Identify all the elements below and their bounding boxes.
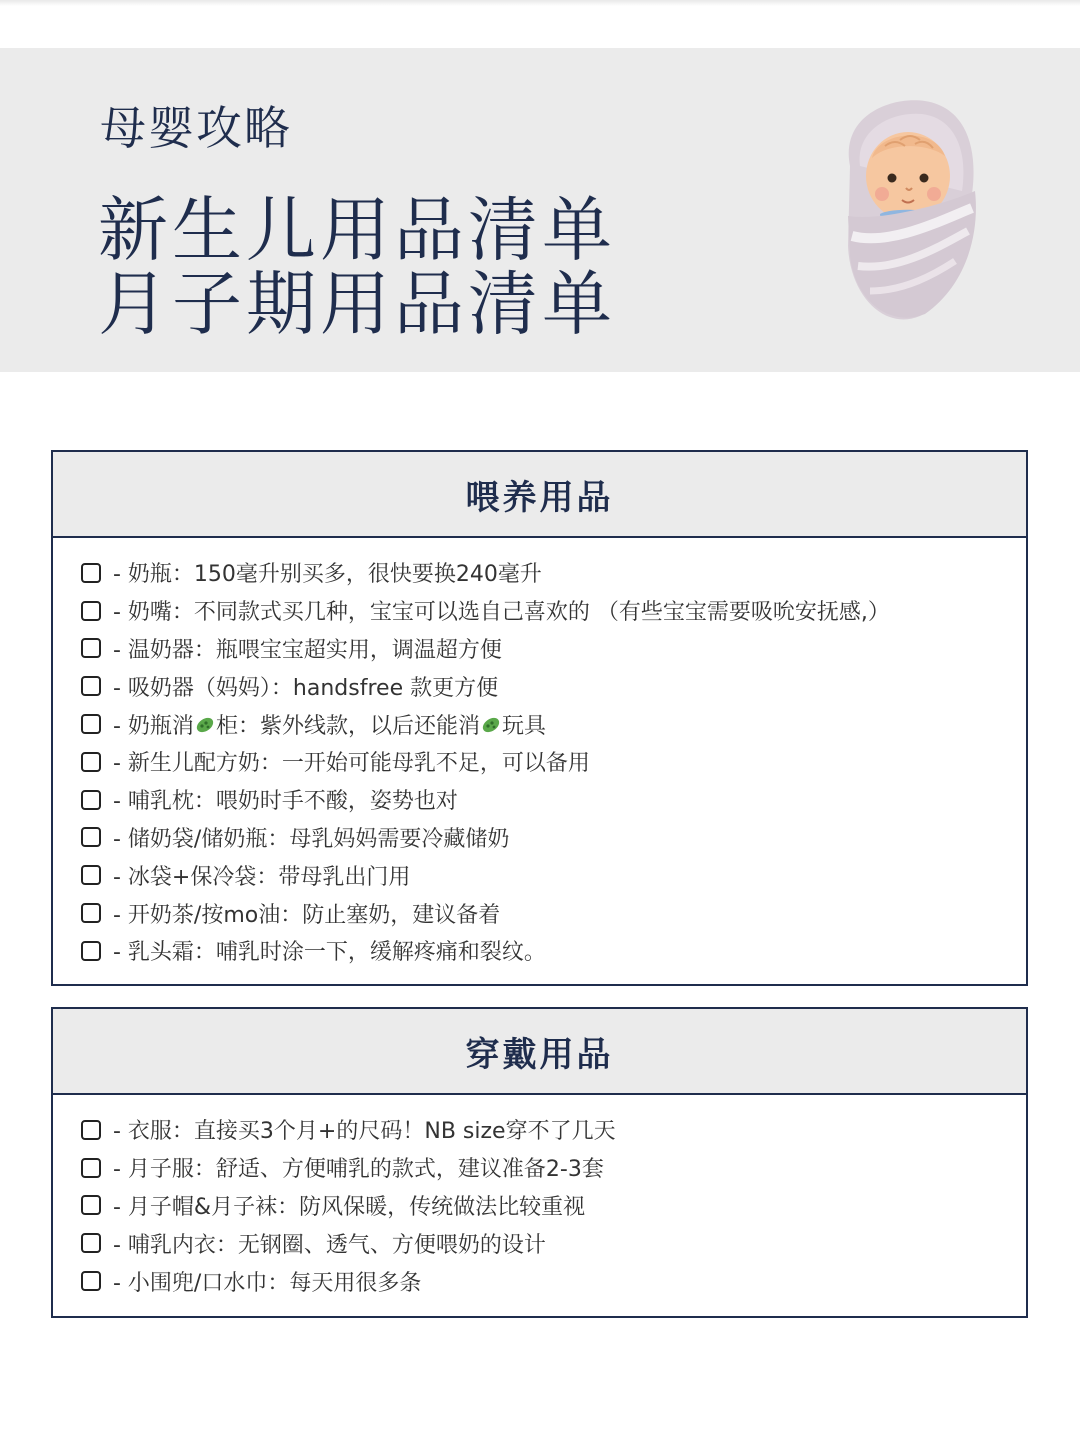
header-banner: [0, 48, 1080, 372]
checklist-item: [81, 894, 1026, 932]
item-text: - 吸奶器（妈妈）：handsfree 款更方便: [113, 675, 499, 701]
item-text: - 哺乳内衣：无钢圈、透气、方便喂奶的设计: [113, 1232, 546, 1258]
page-title: [98, 189, 616, 345]
checklist-item: [81, 705, 1026, 743]
clothing-section: [51, 1007, 1028, 1318]
top-strip: [0, 0, 1080, 48]
checkbox-icon[interactable]: [81, 601, 101, 621]
checklist-item: [81, 1187, 1026, 1225]
swaddled-baby-icon: [830, 96, 990, 326]
checkbox-icon[interactable]: [81, 903, 101, 923]
checkbox-icon[interactable]: [81, 638, 101, 658]
item-text: - 储奶袋/储奶瓶：母乳妈妈需要冷藏储奶: [113, 826, 510, 852]
section-header: [53, 452, 1026, 538]
item-text: - 哺乳枕：喂奶时手不酸，姿势也对: [113, 789, 458, 815]
item-text: [113, 709, 546, 740]
section-title: 穿戴用品: [465, 1034, 614, 1075]
checkbox-icon[interactable]: [81, 752, 101, 772]
item-text: - 衣服：直接买3个月+的尺码！NB size穿不了几天: [113, 1119, 616, 1145]
checklist-item: [81, 667, 1026, 705]
checkbox-icon[interactable]: [81, 827, 101, 847]
checklist-item: [81, 1149, 1026, 1187]
checkbox-icon[interactable]: [81, 1120, 101, 1140]
checklist-item: [81, 630, 1026, 668]
checklist-item: [81, 856, 1026, 894]
item-text: - 温奶器：瓶喂宝宝超实用，调温超方便: [113, 637, 502, 663]
item-text: - 冰袋+保冷袋：带母乳出门用: [113, 864, 411, 890]
checkbox-icon[interactable]: [81, 790, 101, 810]
checklist-item: [81, 592, 1026, 630]
checkbox-icon[interactable]: [81, 1233, 101, 1253]
item-text: - 新生儿配方奶：一开始可能母乳不足，可以备用: [113, 751, 590, 777]
feeding-section: [51, 450, 1028, 986]
item-text: - 奶瓶：150毫升别买多，很快要换240毫升: [113, 562, 542, 588]
section-title: 喂养用品: [465, 477, 614, 518]
section-header: [53, 1009, 1026, 1095]
title-line-2: 月子期用品清单: [98, 263, 616, 345]
checkbox-icon[interactable]: [81, 676, 101, 696]
checkbox-icon[interactable]: [81, 563, 101, 583]
item-text: - 月子服：舒适、方便哺乳的款式，建议准备2-3套: [113, 1157, 604, 1183]
checklist-item: [81, 1224, 1026, 1262]
item-text: - 小围兜/口水巾：每天用很多条: [113, 1270, 422, 1296]
checklist-item: [81, 1262, 1026, 1300]
item-text: - 开奶茶/按mo油：防止塞奶，建议备着: [113, 902, 501, 928]
checkbox-icon[interactable]: [81, 1158, 101, 1178]
item-text: - 乳头霜：哺乳时涂一下，缓解疼痛和裂纹。: [113, 940, 546, 966]
checkbox-icon[interactable]: [81, 714, 101, 734]
virus-emoji-icon: [194, 714, 216, 736]
checkbox-icon[interactable]: [81, 1271, 101, 1291]
checklist-item: [81, 554, 1026, 592]
checklist-item: [81, 932, 1026, 970]
item-text-part: - 奶瓶消: [113, 713, 194, 739]
checkbox-icon[interactable]: [81, 941, 101, 961]
virus-emoji-icon: [480, 714, 502, 736]
checklist-item: [81, 743, 1026, 781]
checklist: [53, 538, 1026, 970]
checklist-item: [81, 819, 1026, 857]
item-text-part: 柜：紫外线款，以后还能消: [215, 713, 480, 739]
checklist-item: [81, 1111, 1026, 1149]
checklist: [53, 1095, 1026, 1300]
item-text: - 奶嘴：不同款式买几种，宝宝可以选自己喜欢的 （有些宝宝需要吸吮安抚感,）: [113, 600, 890, 626]
title-line-1: 新生儿用品清单: [98, 189, 616, 271]
item-text: - 月子帽&月子袜：防风保暖，传统做法比较重视: [113, 1194, 586, 1220]
checkbox-icon[interactable]: [81, 865, 101, 885]
page-subtitle: 母婴攻略: [100, 101, 292, 155]
checklist-item: [81, 781, 1026, 819]
checkbox-icon[interactable]: [81, 1195, 101, 1215]
item-text-part: 玩具: [501, 713, 546, 739]
